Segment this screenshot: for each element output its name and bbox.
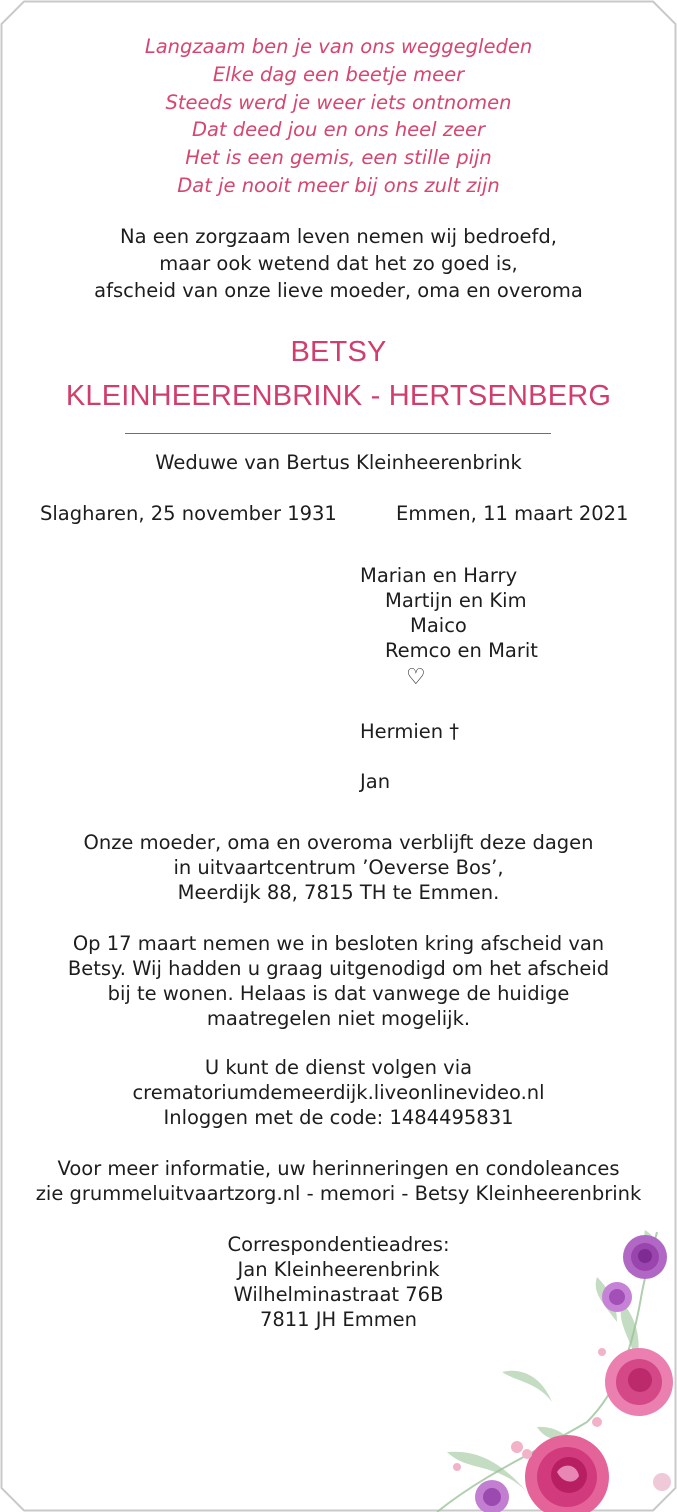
- intro-text: [0, 223, 677, 304]
- intro-line: afscheid van onze lieve moeder, oma en overoma: [94, 279, 583, 302]
- first-name: BETSY: [290, 336, 387, 368]
- floral-decoration: [377, 1222, 677, 1512]
- stay-line: in uitvaartcentrum ’Oeverse Bos’,: [173, 856, 504, 879]
- more-info: [0, 1156, 677, 1206]
- ceremony-line: Betsy. Wij hadden u graag uitgenodigd om het afscheid: [67, 957, 610, 980]
- family-grandchild-2: Remco en Marit: [385, 639, 538, 662]
- more-info-line: Voor meer informatie, uw herinneringen en condoleances: [57, 1157, 620, 1180]
- poem: [0, 33, 677, 200]
- rose-icon: [602, 1282, 632, 1312]
- heart-icon: ♡: [406, 665, 426, 690]
- poem-line: Dat deed jou en ons heel zeer: [191, 118, 486, 142]
- ceremony-info: [0, 931, 677, 1031]
- stream-line: U kunt de dienst volgen via: [204, 1056, 473, 1079]
- stay-info: [0, 830, 677, 905]
- correspondence-street: Wilhelminastraat 76B: [233, 1283, 444, 1306]
- stay-line: Meerdijk 88, 7815 TH te Emmen.: [177, 881, 500, 904]
- correspondence-city: 7811 JH Emmen: [259, 1308, 418, 1331]
- rose-icon: [605, 1348, 673, 1416]
- family-child-3: Jan: [360, 770, 391, 793]
- more-info-link[interactable]: zie grummeluitvaartzorg.nl - memori - Betsy Kleinheerenbrink: [35, 1182, 642, 1205]
- correspondence-name: Jan Kleinheerenbrink: [237, 1258, 440, 1281]
- stay-line: Onze moeder, oma en overoma verblijft deze dagen: [83, 831, 594, 854]
- deceased-name: [0, 330, 677, 418]
- family-great-grandchild: Maico: [410, 614, 467, 637]
- ceremony-line: bij te wonen. Helaas is dat vanwege de huidige: [107, 982, 570, 1005]
- rose-icon: [475, 1480, 509, 1512]
- poem-line: Het is een gemis, een stille pijn: [185, 146, 492, 170]
- family-child-2: Hermien †: [360, 720, 460, 743]
- poem-line: Dat je nooit meer bij ons zult zijn: [177, 173, 500, 197]
- poem-line: Steeds werd je weer iets ontnomen: [165, 90, 512, 114]
- surname: KLEINHEERENBRINK - HERTSENBERG: [65, 380, 612, 412]
- stream-url[interactable]: crematoriumdemeerdijk.liveonlinevideo.nl: [132, 1081, 545, 1104]
- intro-line: Na een zorgzaam leven nemen wij bedroefd,: [120, 225, 557, 248]
- stream-code: Inloggen met de code: 1484495831: [163, 1106, 514, 1129]
- widow-line: [0, 449, 677, 477]
- stream-info: [0, 1055, 677, 1130]
- poem-line: Langzaam ben je van ons weggegleden: [144, 35, 533, 58]
- correspondence-label: Correspondentieadres:: [227, 1233, 450, 1256]
- ceremony-line: Op 17 maart nemen we in besloten kring afscheid van: [72, 932, 605, 955]
- birth-date: Slagharen, 25 november 1931: [40, 502, 337, 525]
- intro-line: maar ook wetend dat het zo goed is,: [159, 252, 518, 275]
- widow-text: Weduwe van Bertus Kleinheerenbrink: [155, 451, 522, 474]
- family-child-1: Marian en Harry: [360, 564, 518, 587]
- family-grandchild-1: Martijn en Kim: [385, 589, 527, 612]
- poem-line: Elke dag een beetje meer: [212, 62, 465, 86]
- name-divider: [125, 433, 551, 434]
- rose-icon: [623, 1235, 667, 1279]
- rose-icon: [525, 1435, 609, 1512]
- death-date: Emmen, 11 maart 2021: [396, 502, 629, 525]
- ceremony-line: maatregelen niet mogelijk.: [206, 1007, 471, 1030]
